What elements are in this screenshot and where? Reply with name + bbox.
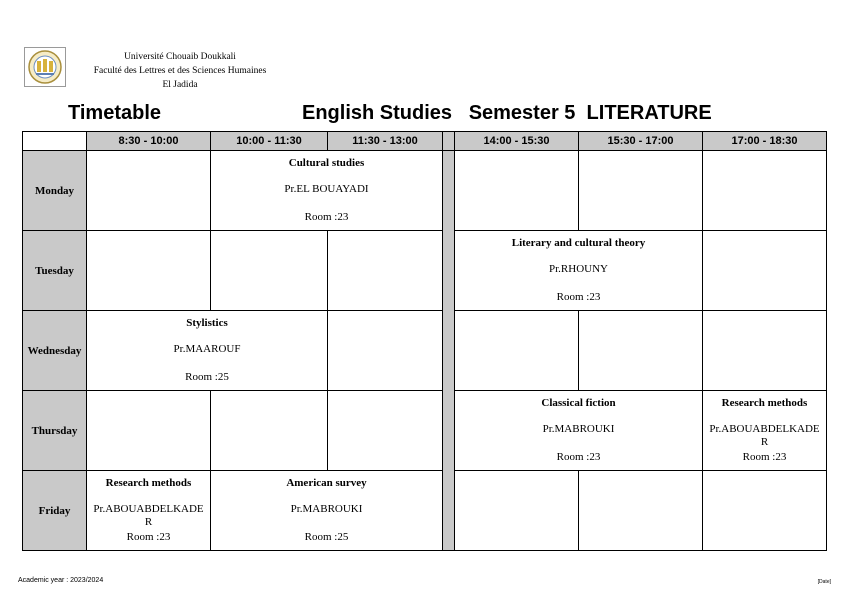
- academic-year: Academic year : 2023/2024: [18, 577, 104, 584]
- course-name: Literary and cultural theory: [511, 237, 646, 249]
- course-cell: [210, 470, 443, 551]
- empty-slot: [578, 150, 703, 231]
- course-name: Cultural studies: [288, 157, 365, 169]
- course-cell: [702, 390, 827, 471]
- page-title: Timetable: [68, 102, 161, 124]
- empty-slot: [327, 310, 443, 391]
- corner-cell: [22, 131, 87, 151]
- empty-slot: [454, 470, 579, 551]
- empty-slot: [210, 230, 328, 311]
- university-logo: [24, 47, 66, 87]
- university-name: Université Chouaib Doukkali: [124, 52, 236, 62]
- course-name: Stylistics: [186, 317, 228, 329]
- course-cell: [210, 150, 443, 231]
- course-professor: Pr.MAAROUF: [173, 343, 241, 355]
- date-placeholder: [Date]: [817, 579, 831, 585]
- time-header: 11:30 - 13:00: [327, 131, 443, 151]
- course-room: Room :23: [304, 211, 349, 223]
- empty-slot: [702, 470, 827, 551]
- course-room: Room :23: [742, 451, 787, 463]
- institution-block: [70, 50, 290, 92]
- empty-slot: [702, 310, 827, 391]
- empty-slot: [578, 470, 703, 551]
- faculty-name: Faculté des Lettres et des Sciences Humaines: [93, 66, 267, 76]
- time-header: 15:30 - 17:00: [578, 131, 703, 151]
- course-room: Room :23: [556, 451, 601, 463]
- course-professor: Pr.ABOUABDELKADE R: [93, 503, 204, 528]
- day-label-thursday: Thursday: [22, 390, 87, 471]
- day-label-wednesday: Wednesday: [22, 310, 87, 391]
- empty-slot: [86, 230, 211, 311]
- course-room: Room :25: [185, 371, 229, 383]
- course-cell: [86, 310, 328, 391]
- course-name: Research methods: [105, 477, 192, 489]
- time-header: 17:00 - 18:30: [702, 131, 827, 151]
- empty-slot: [327, 230, 443, 311]
- timetable-grid: [22, 131, 827, 551]
- course-name: American survey: [286, 477, 367, 489]
- empty-slot: [86, 390, 211, 471]
- time-header: 14:00 - 15:30: [454, 131, 579, 151]
- course-room: Room :25: [304, 531, 349, 543]
- course-professor: Pr.MABROUKI: [542, 423, 615, 435]
- course-name: Classical fiction: [541, 397, 616, 409]
- course-room: Room :23: [126, 531, 171, 543]
- empty-slot: [454, 150, 579, 231]
- time-header: 8:30 - 10:00: [86, 131, 211, 151]
- empty-slot: [327, 390, 443, 471]
- course-cell: [454, 390, 703, 471]
- course-professor: Pr.RHOUNY: [549, 263, 608, 275]
- day-label-monday: Monday: [22, 150, 87, 231]
- time-header: 10:00 - 11:30: [210, 131, 328, 151]
- course-professor: Pr.MABROUKI: [290, 503, 363, 515]
- course-professor: Pr.EL BOUAYADI: [284, 183, 369, 195]
- city-name: El Jadida: [162, 80, 198, 90]
- course-cell: [86, 470, 211, 551]
- empty-slot: [578, 310, 703, 391]
- empty-slot: [454, 310, 579, 391]
- empty-slot: [210, 390, 328, 471]
- day-label-tuesday: Tuesday: [22, 230, 87, 311]
- empty-slot: [86, 150, 211, 231]
- program-title: English Studies Semester 5 LITERATURE: [302, 102, 712, 124]
- empty-slot: [702, 230, 827, 311]
- course-room: Room :23: [556, 291, 601, 303]
- course-cell: [454, 230, 703, 311]
- course-professor: Pr.ABOUABDELKADE R: [709, 423, 820, 448]
- course-name: Research methods: [721, 397, 808, 409]
- empty-slot: [702, 150, 827, 231]
- day-label-friday: Friday: [22, 470, 87, 551]
